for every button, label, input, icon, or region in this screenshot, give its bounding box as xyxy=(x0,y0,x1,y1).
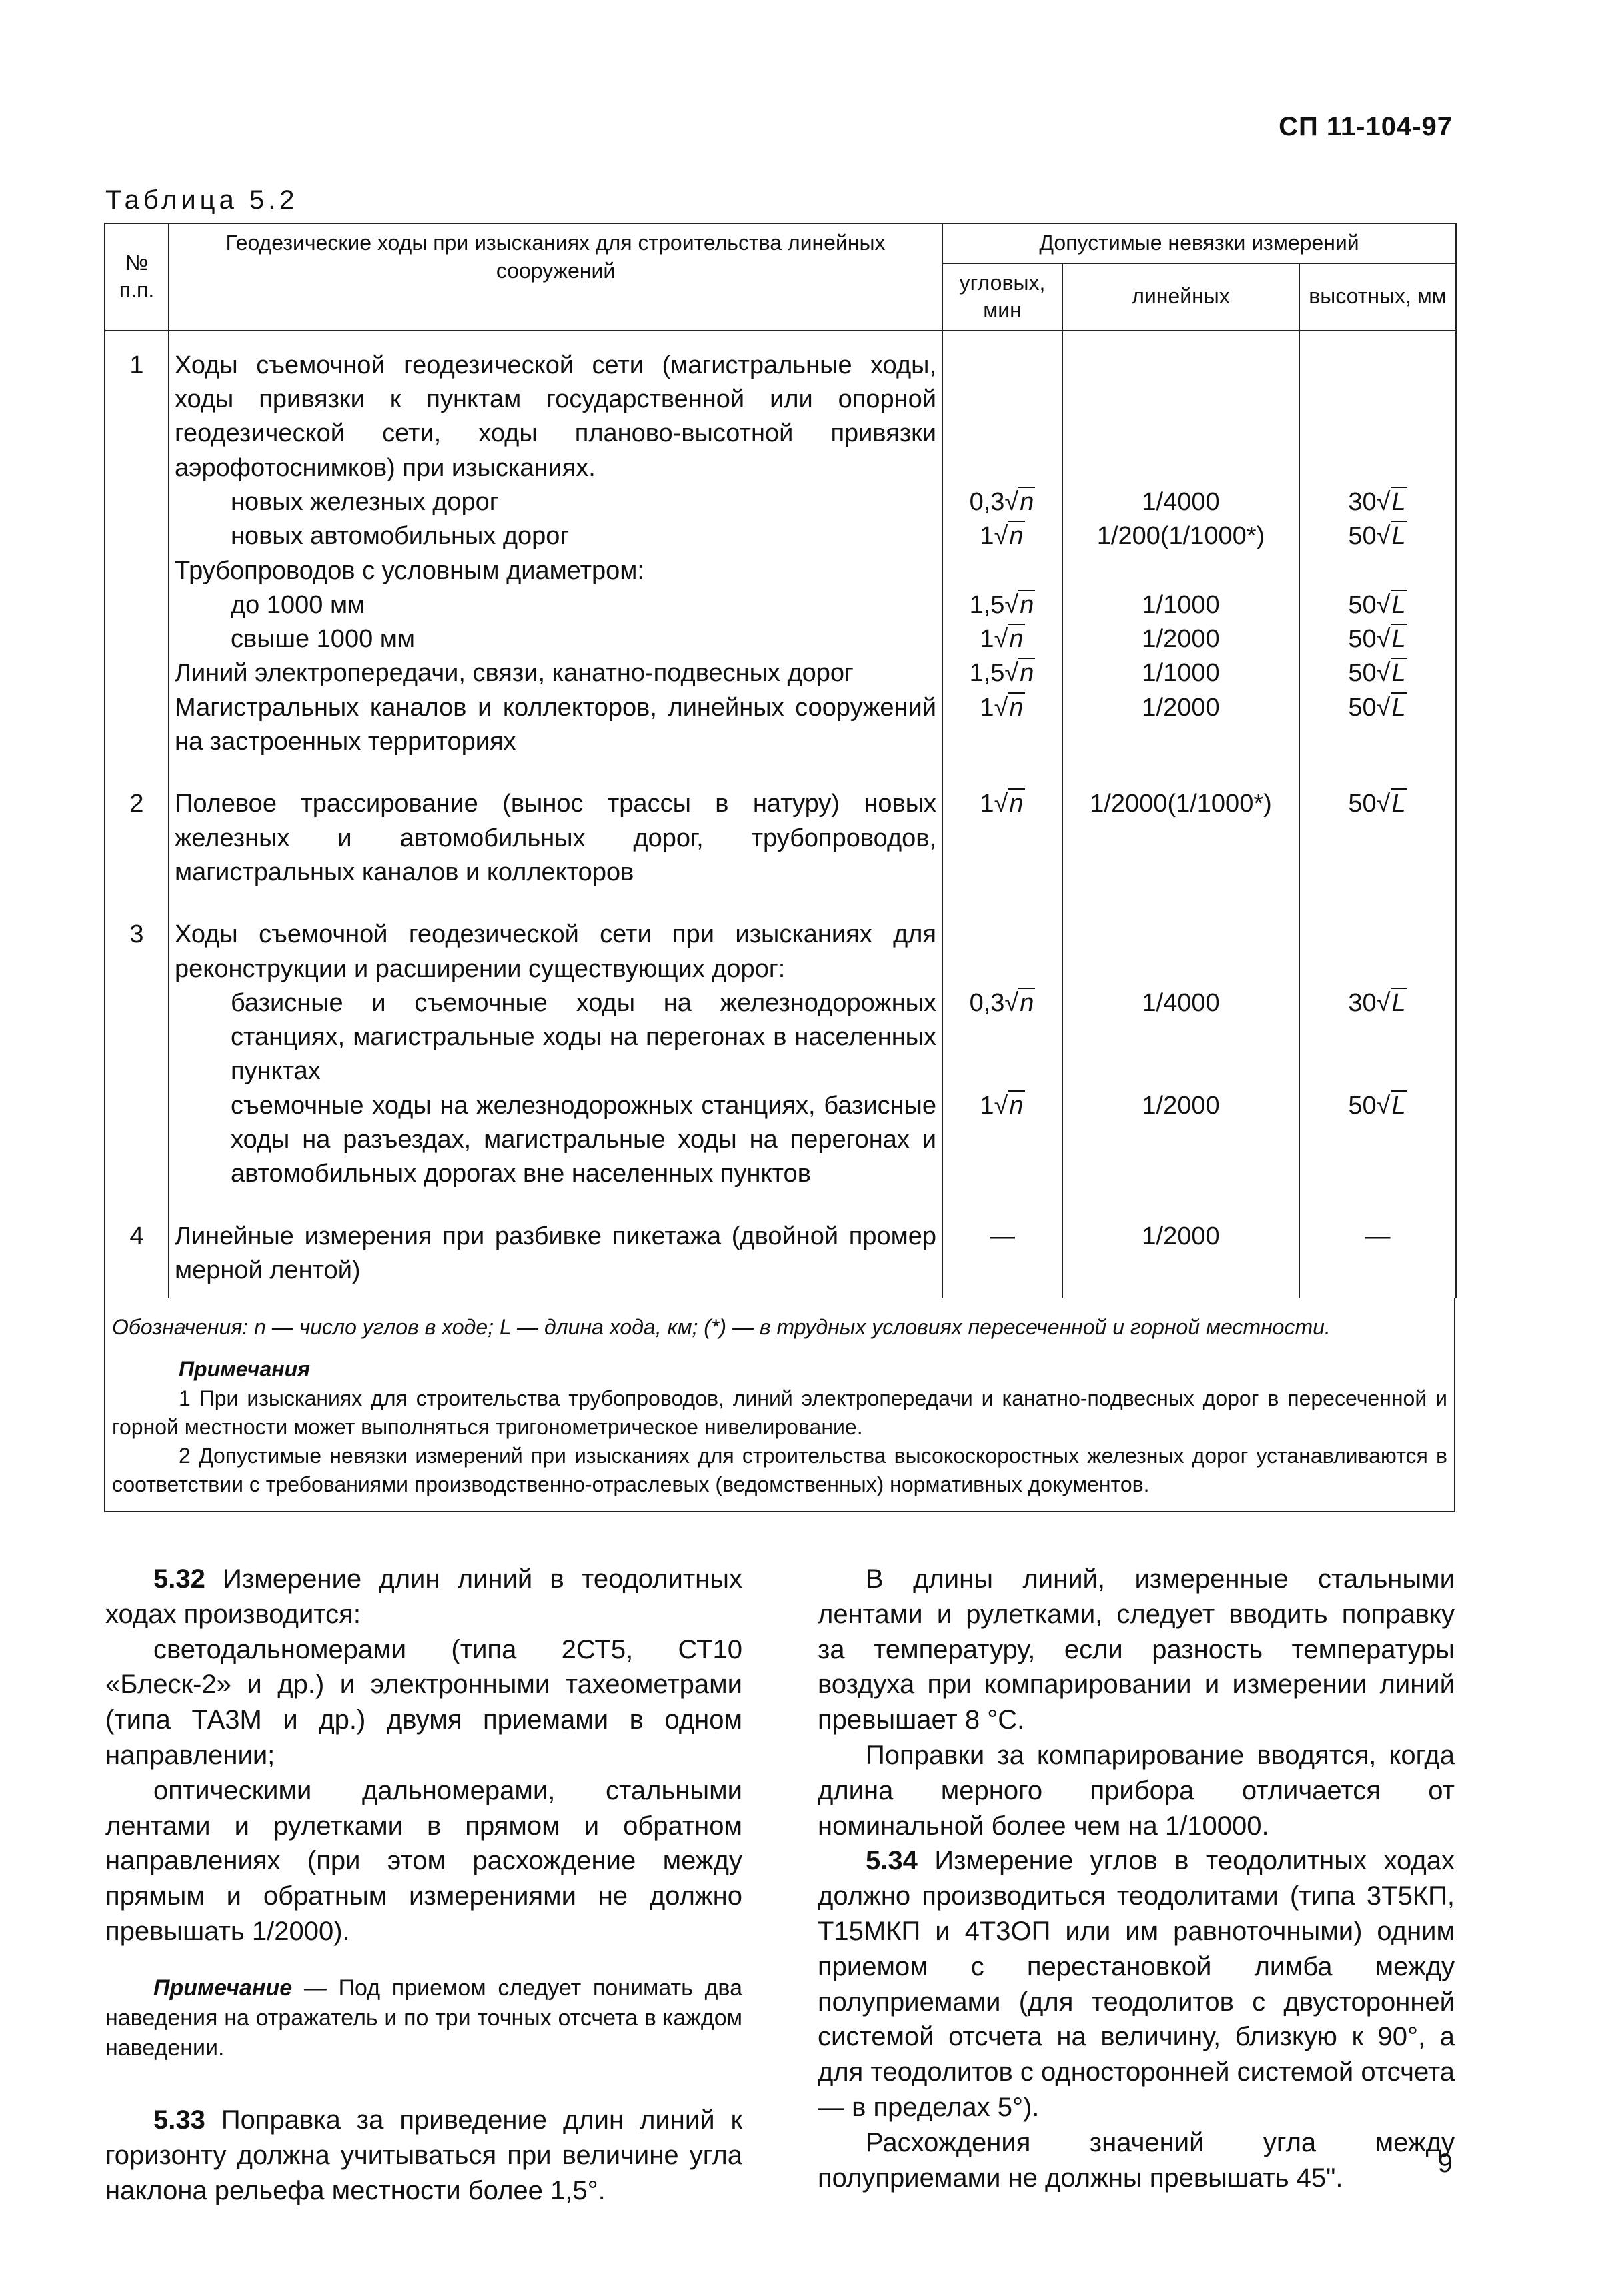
angular-tolerance-coefficient: 0,3 xyxy=(969,988,1005,1017)
angular-tolerance-coefficient: 1 xyxy=(980,693,994,722)
clause-number: 5.34 xyxy=(866,1846,918,1876)
linear-tolerance: 1/4000 xyxy=(1062,986,1299,1089)
paragraph-5-32-a: светодальномерами (типа 2СТ5, СТ10 «Блеск-2» и др.) и электронными тахеометрами (типа ТА3М и др.) двумя приемами в одном направлении; xyxy=(105,1634,742,1770)
row-description: Линий электропередачи, связи, канатно-подвесных дорог xyxy=(169,656,942,690)
height-tolerance-variable: L xyxy=(1391,522,1406,551)
note-label: Примечание xyxy=(153,1975,293,2001)
right-column xyxy=(818,1562,1455,2195)
note-2: 2 Допустимые невязки измерений при изысканиях для строительства высокоскоростных железных дорог устанавливаются в соответствии с требованиями производственно-отраслевых (ведомственных) нормативных документов. xyxy=(112,1443,1447,1497)
angular-tolerance xyxy=(942,485,1062,519)
angular-tolerance-coefficient: — xyxy=(990,1222,1015,1250)
sqrt-symbol: √n xyxy=(994,625,1024,654)
angular-tolerance-variable: n xyxy=(1020,487,1034,516)
sqrt-symbol: √n xyxy=(1004,590,1034,619)
height-tolerance-coefficient: — xyxy=(1365,1222,1391,1250)
paragraph-5-32 xyxy=(105,1562,742,1632)
linear-tolerance: 1/2000 xyxy=(1062,691,1299,770)
table-row xyxy=(105,770,1456,900)
angular-tolerance-coefficient: 1,5 xyxy=(969,659,1005,688)
row-number: 1 xyxy=(105,331,169,485)
height-tolerance-coefficient: 50 xyxy=(1348,590,1377,619)
angular-tolerance-variable: n xyxy=(1009,625,1024,654)
height-tolerance xyxy=(1299,485,1456,519)
height-tolerance xyxy=(1299,986,1456,1089)
height-tolerance-coefficient: 50 xyxy=(1348,790,1377,818)
row-description: Полевое трассирование (вынос трассы в натуру) новых железных и автомобильных дорог, трубопроводов, магистральных каналов и коллекторов xyxy=(169,770,942,900)
angular-tolerance-variable: n xyxy=(1009,790,1024,818)
sqrt-symbol: √n xyxy=(994,522,1024,551)
linear-tolerance: 1/2000(1/1000*) xyxy=(1062,770,1299,900)
height-tolerance-coefficient: 50 xyxy=(1348,522,1377,551)
linear-tolerance xyxy=(1062,554,1299,588)
paragraph-5-34 xyxy=(818,1843,1455,2125)
table-row xyxy=(105,554,1456,588)
height-tolerance xyxy=(1299,900,1456,986)
height-tolerance xyxy=(1299,770,1456,900)
angular-tolerance xyxy=(942,1089,1062,1202)
row-description: до 1000 мм xyxy=(169,588,942,622)
table-row xyxy=(105,656,1456,690)
height-tolerance-coefficient: 50 xyxy=(1348,625,1377,654)
height-tolerance-coefficient: 30 xyxy=(1348,988,1377,1017)
row-description: новых железных дорог xyxy=(169,485,942,519)
height-tolerance xyxy=(1299,554,1456,588)
sqrt-symbol: √L xyxy=(1376,522,1406,551)
table-row xyxy=(105,588,1456,622)
row-number xyxy=(105,554,169,588)
table-row xyxy=(105,622,1456,656)
height-tolerance-variable: L xyxy=(1391,1091,1406,1120)
height-tolerance-coefficient: 30 xyxy=(1348,487,1377,516)
row-number xyxy=(105,485,169,519)
notes-header: Примечания xyxy=(179,1357,310,1382)
angular-tolerance-coefficient: 1 xyxy=(980,522,994,551)
angular-tolerance xyxy=(942,656,1062,690)
table-caption: Таблица 5.2 xyxy=(105,185,299,215)
table-row xyxy=(105,986,1456,1089)
height-tolerance xyxy=(1299,519,1456,553)
table-row xyxy=(105,691,1456,770)
linear-tolerance: 1/2000 xyxy=(1062,622,1299,656)
table-row xyxy=(105,900,1456,986)
linear-tolerance: 1/1000 xyxy=(1062,656,1299,690)
table-notes xyxy=(104,1298,1455,1512)
clause-text: Поправка за приведение длин линий к горизонту должна учитываться при величине угла наклона рельефа местности более 1,5°. xyxy=(105,2105,742,2205)
page-number: 9 xyxy=(1437,2149,1453,2178)
table-row xyxy=(105,519,1456,553)
sqrt-symbol: √L xyxy=(1376,659,1406,688)
sqrt-symbol: √n xyxy=(994,693,1024,722)
sqrt-symbol: √L xyxy=(1376,1091,1406,1120)
table-row xyxy=(105,1089,1456,1202)
height-tolerance xyxy=(1299,1089,1456,1202)
row-number: 2 xyxy=(105,770,169,900)
angular-tolerance xyxy=(942,588,1062,622)
angular-tolerance xyxy=(942,519,1062,553)
row-number: 3 xyxy=(105,900,169,986)
sqrt-symbol: √L xyxy=(1376,790,1406,818)
row-description: свыше 1000 мм xyxy=(169,622,942,656)
row-number xyxy=(105,588,169,622)
header-height: высотных, мм xyxy=(1299,263,1456,331)
row-number xyxy=(105,519,169,553)
angular-tolerance-variable: n xyxy=(1020,590,1034,619)
row-number xyxy=(105,1089,169,1202)
angular-tolerance-variable: n xyxy=(1020,988,1034,1017)
table-row xyxy=(105,1202,1456,1299)
angular-tolerance xyxy=(942,1202,1062,1299)
row-description: съемочные ходы на железнодорожных станциях, базисные ходы на разъездах, магистральные ходы на перегонах и автомобильных дорогах вне населенных пунктов xyxy=(169,1089,942,1202)
row-number xyxy=(105,622,169,656)
angular-tolerance xyxy=(942,622,1062,656)
paragraph-temperature: В длины линий, измеренные стальными лентами и рулетками, следует вводить поправку за температуру, если разность температуры воздуха при компарировании и измерении линий превышает 8 °С. xyxy=(818,1564,1455,1735)
angular-tolerance-coefficient: 0,3 xyxy=(969,487,1005,516)
designations-text: Обозначения: n — число углов в ходе; L — длина хода, км; (*) — в трудных условиях пересеченной и горной местности. xyxy=(112,1315,1331,1340)
table-row xyxy=(105,331,1456,485)
height-tolerance xyxy=(1299,331,1456,485)
sqrt-symbol: √L xyxy=(1376,988,1406,1017)
height-tolerance xyxy=(1299,588,1456,622)
sqrt-symbol: √n xyxy=(994,790,1024,818)
angular-tolerance-coefficient: 1 xyxy=(980,625,994,654)
clause-text: Измерение углов в теодолитных ходах должно производиться теодолитами (типа 3Т5КП, Т15МКП и 4Т3ОП или им равноточными) одним приемом с перестановкой лимба между полуприемами (для теодолитов с двусторонней системой отсчета на величину, близкую к 90°, а для теодолитов с односторонней системой отсчета — в пределах 5°). xyxy=(818,1846,1455,2122)
height-tolerance-variable: L xyxy=(1391,659,1406,688)
height-tolerance xyxy=(1299,691,1456,770)
linear-tolerance: 1/200(1/1000*) xyxy=(1062,519,1299,553)
note-paragraph xyxy=(105,1973,742,2063)
sqrt-symbol: √n xyxy=(1004,487,1034,516)
height-tolerance-coefficient: 50 xyxy=(1348,693,1377,722)
angular-tolerance-coefficient: 1 xyxy=(980,1091,994,1120)
angular-tolerance xyxy=(942,691,1062,770)
sqrt-symbol: √L xyxy=(1376,590,1406,619)
tolerance-table-container xyxy=(104,223,1455,1512)
tolerance-table xyxy=(104,223,1457,1298)
height-tolerance-variable: L xyxy=(1391,625,1406,654)
sqrt-symbol: √n xyxy=(994,1091,1024,1120)
row-number xyxy=(105,691,169,770)
height-tolerance-coefficient: 50 xyxy=(1348,1091,1377,1120)
document-code: СП 11-104-97 xyxy=(1279,112,1453,141)
angular-tolerance xyxy=(942,900,1062,986)
linear-tolerance: 1/2000 xyxy=(1062,1089,1299,1202)
sqrt-symbol: √L xyxy=(1376,487,1406,516)
angular-tolerance-variable: n xyxy=(1009,1091,1024,1120)
header-angular: угловых, мин xyxy=(942,263,1062,331)
row-number: 4 xyxy=(105,1202,169,1299)
row-number xyxy=(105,986,169,1089)
linear-tolerance xyxy=(1062,900,1299,986)
sqrt-symbol: √n xyxy=(1004,659,1034,688)
clause-number: 5.32 xyxy=(153,1564,205,1594)
left-column xyxy=(105,1562,742,2209)
height-tolerance-variable: L xyxy=(1391,590,1406,619)
row-number xyxy=(105,656,169,690)
table-body xyxy=(105,331,1456,1298)
row-description: Магистральных каналов и коллекторов, линейных сооружений на застроенных территориях xyxy=(169,691,942,770)
angular-tolerance-variable: n xyxy=(1009,693,1024,722)
sqrt-symbol: √L xyxy=(1376,625,1406,654)
row-description: Ходы съемочной геодезической сети при изысканиях для реконструкции и расширении существующих дорог: xyxy=(169,900,942,986)
header-tolerances: Допустимые невязки измерений xyxy=(942,223,1456,263)
height-tolerance xyxy=(1299,656,1456,690)
paragraph-divergence: Расхождения значений угла между полуприемами не должны превышать 45". xyxy=(818,2127,1455,2193)
angular-tolerance xyxy=(942,554,1062,588)
height-tolerance-variable: L xyxy=(1391,693,1406,722)
height-tolerance-variable: L xyxy=(1391,487,1406,516)
sqrt-symbol: √n xyxy=(1004,988,1034,1017)
header-linear: линейных xyxy=(1062,263,1299,331)
row-description: Ходы съемочной геодезической сети (магистральные ходы, ходы привязки к пунктам государственной или опорной геодезической сети, ходы планово-высотной привязки аэрофотоснимков) при изысканиях. xyxy=(169,331,942,485)
clause-number: 5.33 xyxy=(153,2105,205,2135)
clause-text: Измерение длин линий в теодолитных ходах производится: xyxy=(105,1564,742,1629)
row-description: базисные и съемочные ходы на железнодорожных станциях, магистральные ходы на перегонах в населенных пунктах xyxy=(169,986,942,1089)
angular-tolerance xyxy=(942,986,1062,1089)
note-text: — Под приемом следует понимать два наведения на отражатель и по три точных отсчета в каждом наведении. xyxy=(105,1975,742,2061)
row-description: Трубопроводов с условным диаметром: xyxy=(169,554,942,588)
sqrt-symbol: √L xyxy=(1376,693,1406,722)
height-tolerance xyxy=(1299,622,1456,656)
linear-tolerance xyxy=(1062,331,1299,485)
row-description: новых автомобильных дорог xyxy=(169,519,942,553)
height-tolerance xyxy=(1299,1202,1456,1299)
header-survey-type: Геодезические ходы при изысканиях для строительства линейных сооружений xyxy=(169,223,942,331)
paragraph-5-32-b: оптическими дальномерами, стальными лентами и рулетками в прямом и обратном направлениях (при этом расхождение между прямым и обратным измерениями не должно превышать 1/2000). xyxy=(105,1775,742,1946)
angular-tolerance-coefficient: 1 xyxy=(980,790,994,818)
height-tolerance-coefficient: 50 xyxy=(1348,659,1377,688)
linear-tolerance: 1/4000 xyxy=(1062,485,1299,519)
height-tolerance-variable: L xyxy=(1391,988,1406,1017)
angular-tolerance xyxy=(942,770,1062,900)
angular-tolerance xyxy=(942,331,1062,485)
header-number: № п.п. xyxy=(105,223,169,331)
height-tolerance-variable: L xyxy=(1391,790,1406,818)
linear-tolerance: 1/2000 xyxy=(1062,1202,1299,1299)
paragraph-5-33 xyxy=(105,2103,742,2208)
paragraph-comparison: Поправки за компарирование вводятся, когда длина мерного прибора отличается от номинальной более чем на 1/10000. xyxy=(818,1740,1455,1841)
row-description: Линейные измерения при разбивке пикетажа (двойной промер мерной лентой) xyxy=(169,1202,942,1299)
angular-tolerance-variable: n xyxy=(1020,659,1034,688)
angular-tolerance-coefficient: 1,5 xyxy=(969,590,1005,619)
angular-tolerance-variable: n xyxy=(1009,522,1024,551)
linear-tolerance: 1/1000 xyxy=(1062,588,1299,622)
note-1: 1 При изысканиях для строительства трубопроводов, линий электропередачи и канатно-подвесных дорог в пересеченной и горной местности может выполняться тригонометрическое нивелирование. xyxy=(112,1386,1447,1439)
table-row xyxy=(105,485,1456,519)
